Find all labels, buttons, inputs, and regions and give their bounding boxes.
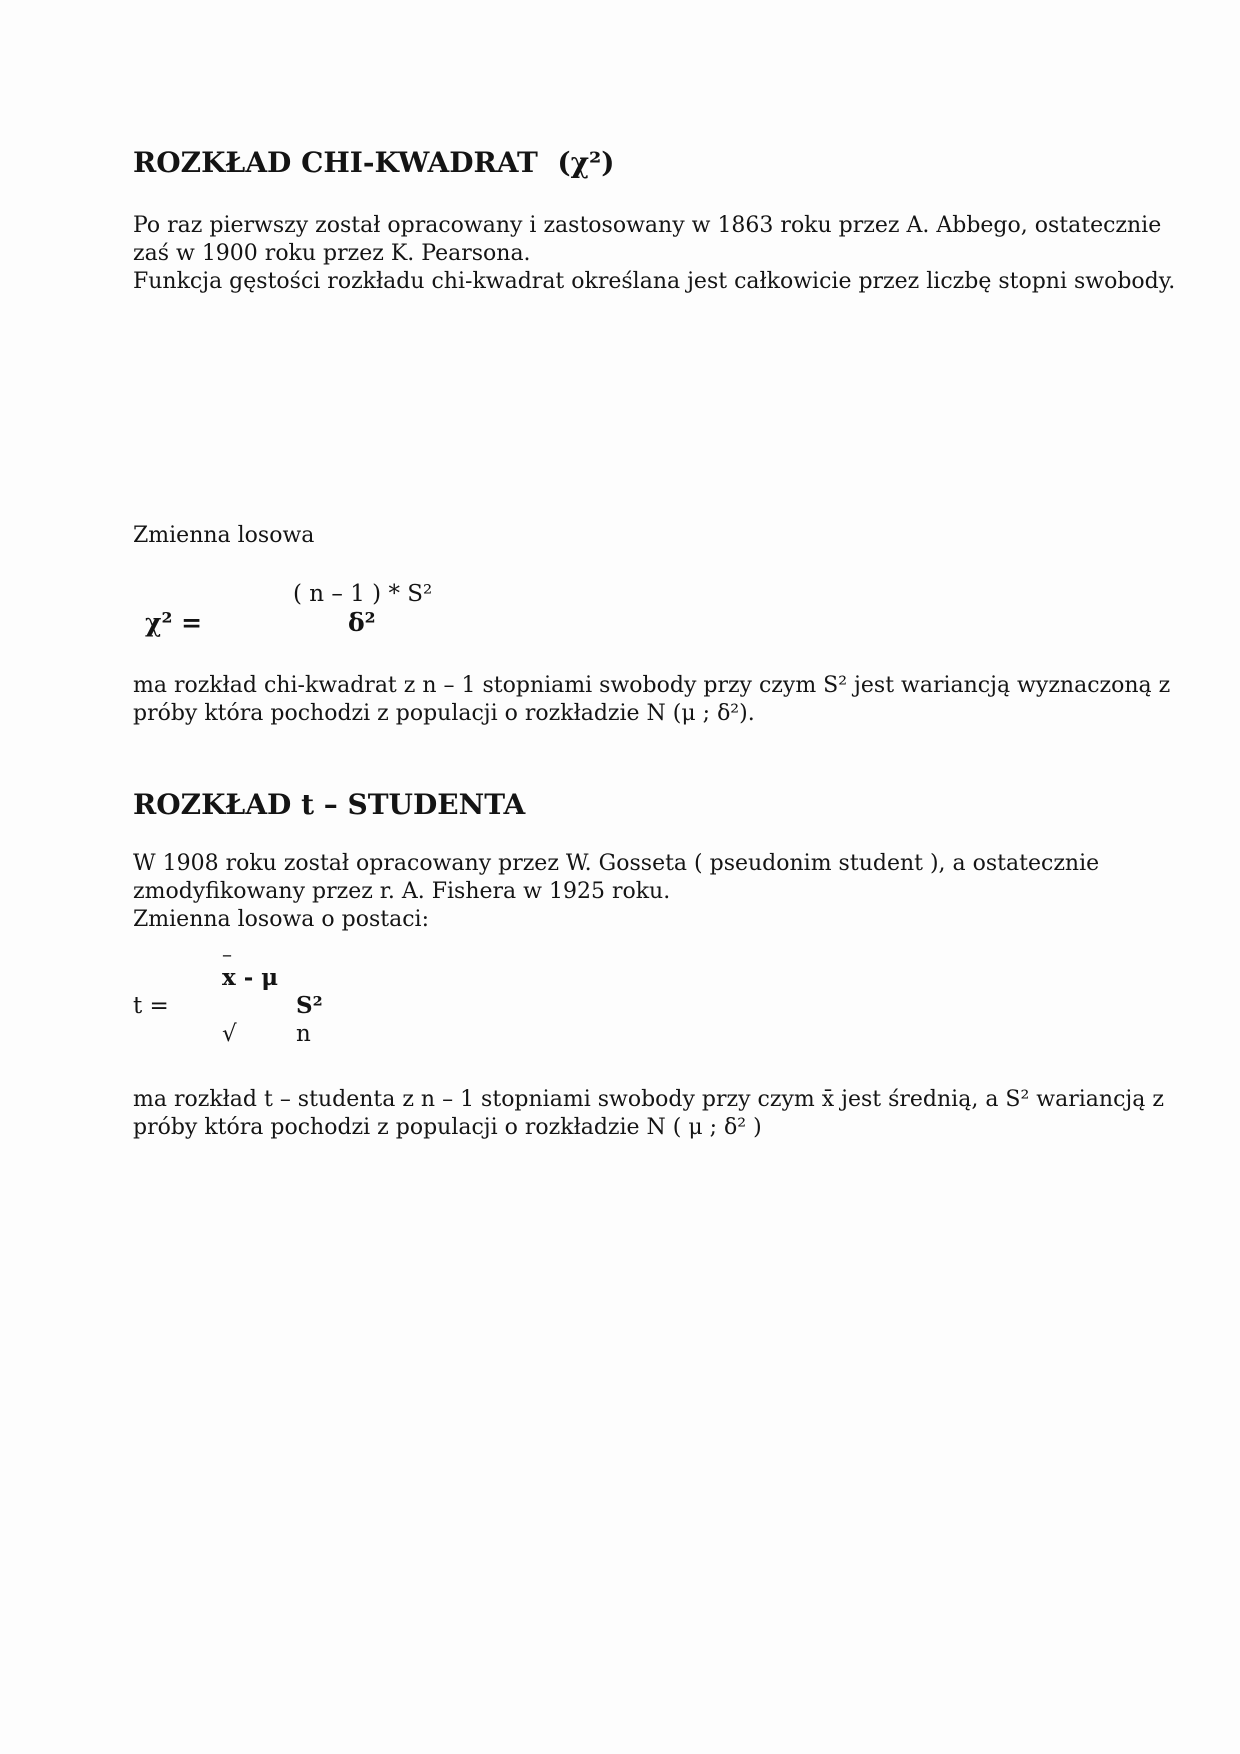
t-formula-n: n [296, 1021, 311, 1047]
t-formula-overbar-row [133, 942, 1140, 966]
t-section-title: ROZKŁAD t – STUDENTA [133, 788, 526, 821]
t-formula-numerator-row [133, 964, 1140, 992]
chi-conclusion-line-1: ma rozkład chi-kwadrat z n – 1 stopniami swobody przy czym S² jest wariancją wyznaczoną z [133, 673, 1171, 698]
t-intro-line-1: W 1908 roku został opracowany przez W. Gosseta ( pseudonim student ), a ostatecznie [133, 851, 1100, 876]
chi-formula-numerator: ( n – 1 ) * S² [293, 581, 433, 607]
t-formula-overbar: – [222, 942, 232, 966]
t-formula [133, 942, 1140, 1048]
chi-section-title: ROZKŁAD CHI-KWADRAT (χ²) [133, 146, 615, 179]
t-intro-line-3: Zmienna losowa o postaci: [133, 907, 429, 932]
t-formula-s-squared: S² [296, 992, 323, 1019]
chi-formula-numerator-row [133, 580, 1140, 608]
chi-formula-lhs: χ² = [145, 608, 203, 637]
chi-formula-bottom-row [133, 608, 1140, 638]
chi-variable-label: Zmienna losowa [133, 523, 315, 548]
chi-formula [133, 580, 1140, 638]
t-formula-radical: √ [222, 1021, 237, 1047]
t-formula-lhs: t = [133, 993, 169, 1019]
chi-formula-denominator: δ² [348, 608, 376, 637]
chi-intro-line-3: Funkcja gęstości rozkładu chi-kwadrat określana jest całkowicie przez liczbę stopni swobody. [133, 269, 1176, 294]
t-intro-line-2: zmodyfikowany przez r. A. Fishera w 1925 roku. [133, 879, 671, 904]
t-conclusion-paragraph [133, 1086, 1164, 1142]
t-conclusion-line-1: ma rozkład t – studenta z n – 1 stopniami swobody przy czym x̄ jest średnią, a S² wariancją z [133, 1087, 1164, 1112]
chi-conclusion-paragraph [133, 672, 1171, 728]
t-formula-bottom-row [133, 1020, 1140, 1048]
t-intro-paragraph [133, 850, 1140, 934]
chi-intro-paragraph [133, 212, 1176, 296]
t-formula-numerator: x - μ [222, 964, 279, 991]
chi-intro-line-1: Po raz pierwszy został opracowany i zastosowany w 1863 roku przez A. Abbego, ostatecznie [133, 213, 1162, 238]
t-conclusion-line-2: próby która pochodzi z populacji o rozkładzie N ( μ ; δ² ) [133, 1115, 762, 1140]
t-formula-middle-row [133, 992, 1140, 1020]
chi-intro-line-2: zaś w 1900 roku przez K. Pearsona. [133, 241, 531, 266]
chi-conclusion-line-2: próby która pochodzi z populacji o rozkładzie N (μ ; δ²). [133, 701, 755, 726]
